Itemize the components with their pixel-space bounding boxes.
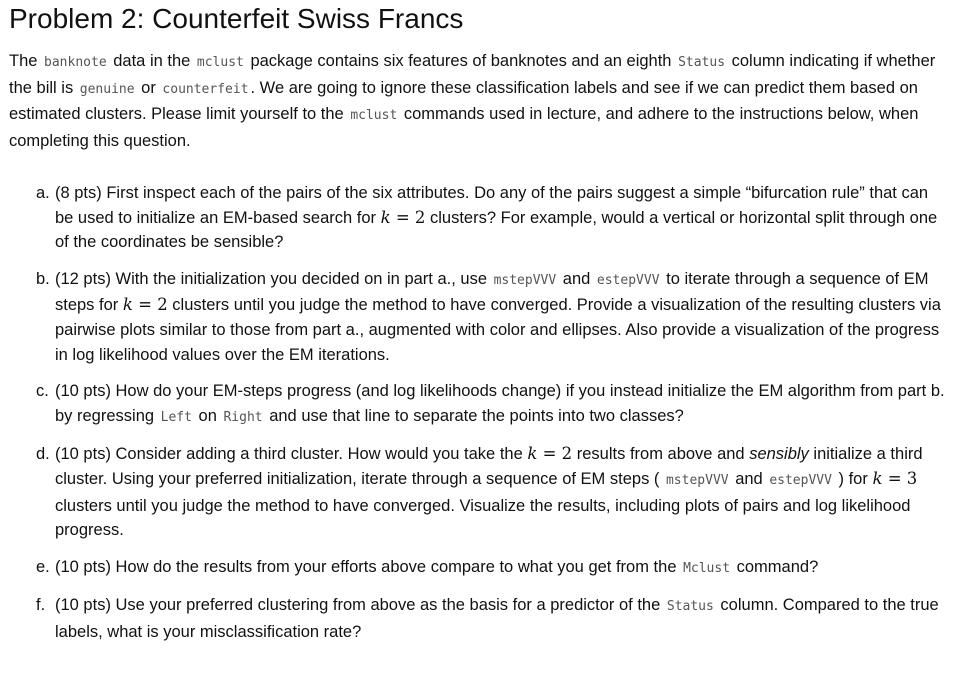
item-marker: a. xyxy=(36,184,50,202)
item-text: column. Compared to the true labels, what is your misclassification rate? xyxy=(55,596,939,641)
code-genuine: genuine xyxy=(79,81,135,97)
item-marker: f. xyxy=(36,596,46,615)
code-right: Right xyxy=(223,409,263,425)
item-marker: e. xyxy=(36,557,50,576)
intro-text: data in the xyxy=(108,52,195,70)
question-item-f xyxy=(0,593,945,644)
item-text: clusters? For example, would a vertical or horizontal split through one of the coordinates be sensible? xyxy=(55,208,938,252)
math-eq: = 2 xyxy=(390,207,426,227)
math-k: k xyxy=(122,295,133,315)
code-banknote: banknote xyxy=(44,55,107,70)
question-item-d xyxy=(0,442,945,542)
item-text: (10 pts) Consider adding a third cluster. How would you take the xyxy=(55,445,528,464)
code-estepvvv: estepVVV xyxy=(769,472,832,488)
intro-text: commands used in lecture, and adhere to the instructions below, when completing this question. xyxy=(9,105,919,150)
intro-text: column indicating if whether the bill is xyxy=(9,52,936,97)
math-k: k xyxy=(527,444,538,464)
question-item-c xyxy=(0,379,945,430)
item-text: and use that line to separate the points into two classes? xyxy=(264,406,684,425)
math-eq: = 3 xyxy=(882,468,918,488)
item-text: (10 pts) How do your EM-steps progress (and log likelihoods change) if you instead initialize the EM algorithm from part b. by regressing xyxy=(55,382,945,425)
math-k: k xyxy=(872,468,883,488)
item-text: results from above and xyxy=(572,445,750,464)
emphasis-sensibly: sensibly xyxy=(749,445,809,464)
code-mclust-command: Mclust xyxy=(683,560,731,576)
code-left: Left xyxy=(160,409,192,425)
math-eq: = 2 xyxy=(537,444,573,464)
intro-text: or xyxy=(136,78,161,97)
code-status: Status xyxy=(666,599,714,615)
item-text: command? xyxy=(732,557,819,576)
question-item-e xyxy=(0,555,945,582)
item-text: initialize a third cluster. Using your preferred initialization, iterate through a sequence of EM steps ( xyxy=(55,445,923,488)
intro-paragraph xyxy=(9,49,944,154)
item-text: and xyxy=(730,469,768,488)
item-text: ) for xyxy=(833,469,873,488)
code-estepvvv: estepVVV xyxy=(596,272,660,288)
code-counterfeit: counterfeit xyxy=(162,81,249,97)
code-mstepvvv: mstepVVV xyxy=(493,272,557,288)
item-text: (10 pts) How do the results from your efforts above compare to what you get from the xyxy=(55,557,682,576)
question-item-a xyxy=(0,181,945,255)
item-text: clusters until you judge the method to have converged. Visualize the results, including plots of pairs and log likelihood progress. xyxy=(55,496,911,540)
question-item-b xyxy=(0,267,945,367)
math-k: k xyxy=(380,207,391,227)
intro-text: The xyxy=(9,52,43,70)
intro-text: package contains six features of banknotes and an eighth xyxy=(245,52,677,70)
code-mclust: mclust xyxy=(350,108,398,123)
item-text: (10 pts) Use your preferred clustering from above as the basis for a predictor of the xyxy=(55,596,665,615)
item-text: (12 pts) With the initialization you decided on in part a., use xyxy=(55,269,492,288)
item-text: (8 pts) First inspect each of the pairs of the six attributes. Do any of the pairs suggest a simple “bifurcation rule” that can be used to initialize an EM-based search for xyxy=(55,184,929,227)
item-text: and xyxy=(558,269,595,288)
item-marker: b. xyxy=(36,269,50,288)
item-marker: d. xyxy=(36,445,50,464)
item-text: on xyxy=(193,406,222,425)
item-text: clusters until you judge the method to have converged. Provide a visualization of the resulting clusters via pairwise plots similar to those from part a., augmented with color and ellipses. Also provide a visualization of the progress in log likelihood values over the EM iterations. xyxy=(55,296,941,364)
question-list xyxy=(0,181,945,657)
code-status: Status xyxy=(678,55,726,70)
code-mclust: mclust xyxy=(196,55,244,70)
intro-text: . We are going to ignore these classification labels and see if we can predict them based on estimated clusters. Please limit yourself to the xyxy=(9,78,918,123)
math-eq: = 2 xyxy=(132,295,168,315)
page-title: Problem 2: Counterfeit Swiss Francs xyxy=(9,3,464,34)
item-text: to iterate through a sequence of EM steps for xyxy=(55,269,929,315)
code-mstepvvv: mstepVVV xyxy=(665,472,729,488)
item-marker: c. xyxy=(36,382,49,401)
